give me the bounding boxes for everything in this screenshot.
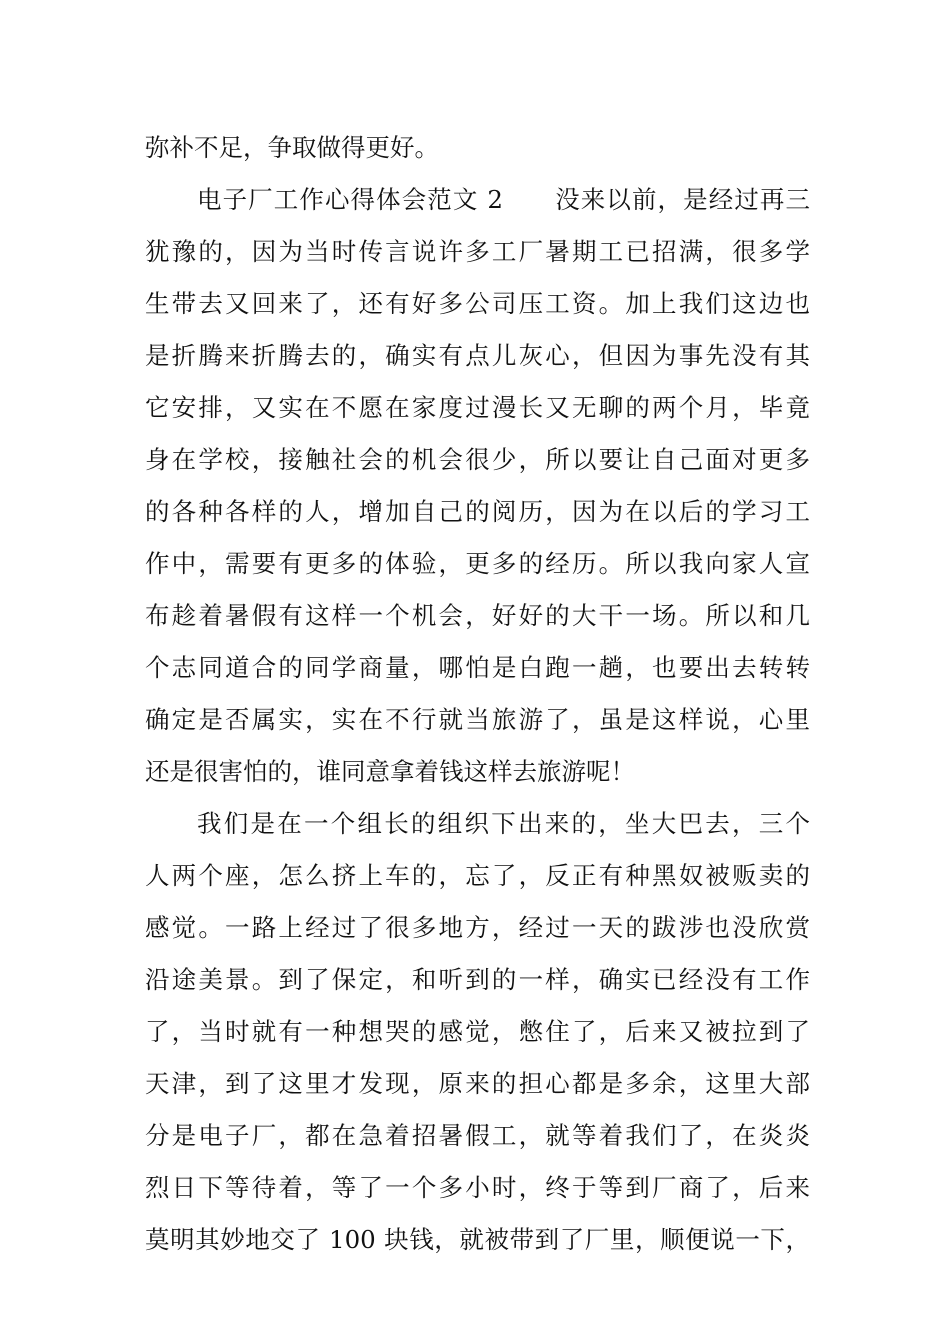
text-line: 感觉。一路上经过了很多地方，经过一天的跋涉也没欣赏	[145, 913, 810, 942]
text-line: 它安排，又实在不愿在家度过漫长又无聊的两个月，毕竟	[145, 393, 810, 422]
text-line: 还是很害怕的，谁同意拿着钱这样去旅游呢！	[145, 757, 635, 786]
text-line: 了，当时就有一种想哭的感觉，憋住了，后来又被拉到了	[145, 1017, 810, 1046]
text-line: 烈日下等待着，等了一个多小时，终于等到厂商了，后来	[145, 1173, 810, 1202]
text-line: 生带去又回来了，还有好多公司压工资。加上我们这边也	[145, 289, 810, 318]
text-line: 犹豫的，因为当时传言说许多工厂暑期工已招满，很多学	[145, 237, 810, 266]
text-line: 的各种各样的人，增加自己的阅历，因为在以后的学习工	[145, 497, 810, 526]
text-line: 个志同道合的同学商量，哪怕是白跑一趟，也要出去转转	[145, 653, 810, 682]
text-line: 莫明其妙地交了 100 块钱，就被带到了厂里，顺便说一下，	[145, 1225, 810, 1254]
text-line: 天津，到了这里才发现，原来的担心都是多余，这里大部	[145, 1069, 810, 1098]
text-line: 弥补不足，争取做得更好。	[145, 133, 439, 162]
text-line: 身在学校，接触社会的机会很少，所以要让自己面对更多	[145, 445, 810, 474]
text-line: 电子厂工作心得体会范文 2 没来以前，是经过再三	[197, 185, 810, 214]
text-line: 布趁着暑假有这样一个机会，好好的大干一场。所以和几	[145, 601, 810, 630]
text-line: 分是电子厂，都在急着招暑假工，就等着我们了，在炎炎	[145, 1121, 810, 1150]
text-line: 是折腾来折腾去的，确实有点儿灰心，但因为事先没有其	[145, 341, 810, 370]
text-line: 人两个座，怎么挤上车的，忘了，反正有种黑奴被贩卖的	[145, 861, 810, 890]
text-line: 我们是在一个组长的组织下出来的，坐大巴去，三个	[197, 809, 810, 838]
text-line: 沿途美景。到了保定，和听到的一样，确实已经没有工作	[145, 965, 810, 994]
text-line: 确定是否属实，实在不行就当旅游了，虽是这样说，心里	[145, 705, 810, 734]
text-line: 作中，需要有更多的体验，更多的经历。所以我向家人宣	[145, 549, 810, 578]
